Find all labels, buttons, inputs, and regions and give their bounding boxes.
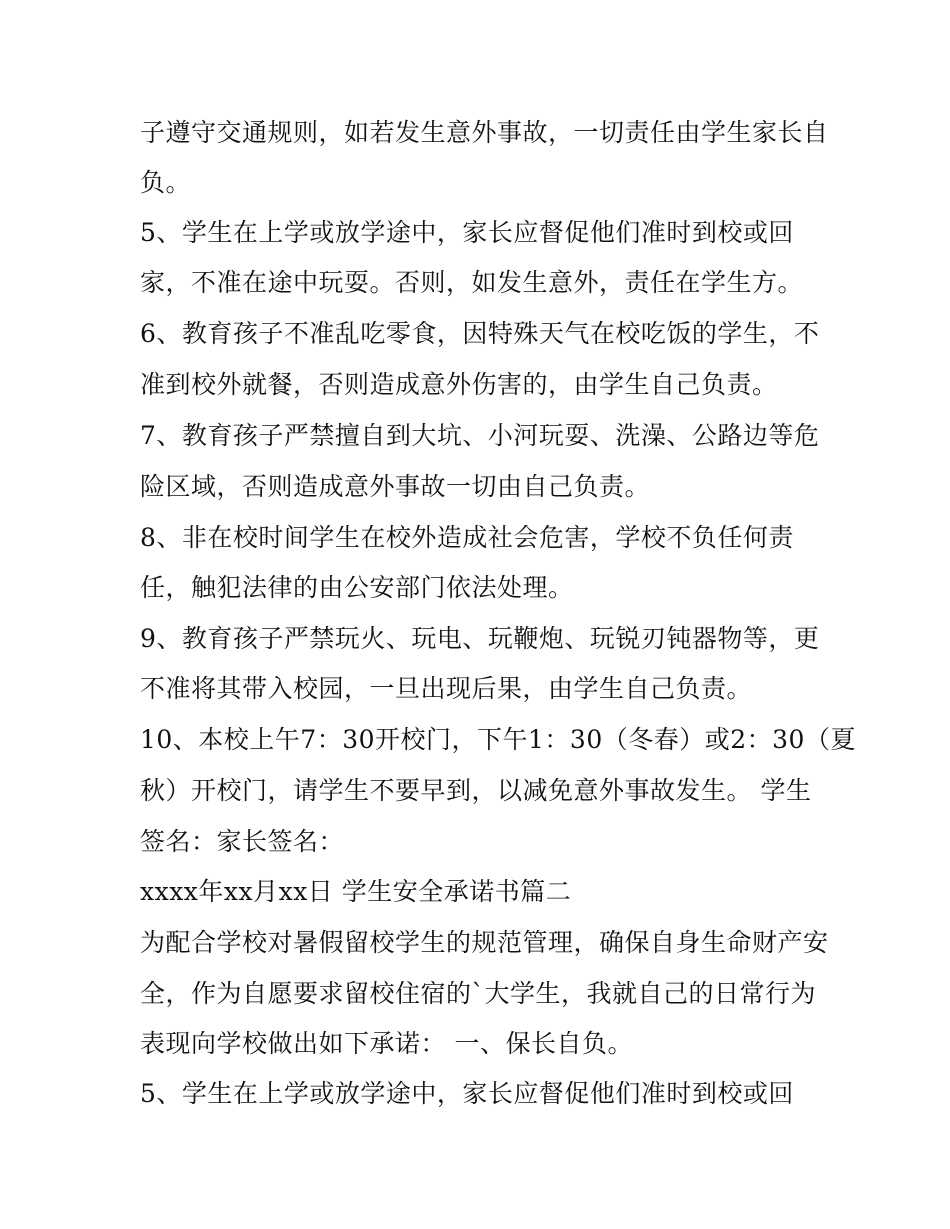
text-line: 全，作为自愿要求留校住宿的`大学生，我就自己的日常行为: [140, 979, 817, 1008]
text-line: 秋）开校门，请学生不要早到，以减免意外事故发生。 学生: [140, 776, 812, 805]
text-line: 6、教育孩子不准乱吃零食，因特殊天气在校吃饭的学生，不: [140, 319, 820, 348]
text-line: 表现向学校做出如下承诺： 一、保长自负。: [140, 1029, 633, 1058]
section-heading: xxxx年xx月xx日 学生安全承诺书篇二: [140, 877, 572, 906]
text-line: 5、学生在上学或放学途中，家长应督促他们准时到校或回: [140, 218, 794, 247]
text-line: 8、非在校时间学生在校外造成社会危害，学校不负任何责: [140, 523, 794, 552]
text-line: 不准将其带入校园，一旦出现后果，由学生自己负责。: [140, 674, 753, 703]
text-line: 7、教育孩子严禁擅自到大坑、小河玩耍、洗澡、公路边等危: [140, 421, 820, 450]
text-line: 负。: [140, 168, 192, 197]
text-line: 家，不准在途中玩耍。否则，如发生意外，责任在学生方。: [140, 268, 804, 297]
text-line: 10、本校上午7：30开校门，下午1：30（冬春）或2：30（夏: [140, 725, 856, 754]
text-line: 签名：家长签名：: [140, 827, 345, 856]
text-line: 险区域，否则造成意外事故一切由自己负责。: [140, 472, 651, 501]
text-line: 准到校外就餐，否则造成意外伤害的，由学生自己负责。: [140, 370, 778, 399]
text-line: 9、教育孩子严禁玩火、玩电、玩鞭炮、玩锐刃钝器物等，更: [140, 624, 820, 653]
text-line: 5、学生在上学或放学途中，家长应督促他们准时到校或回: [140, 1079, 794, 1108]
text-line: 任，触犯法律的由公安部门依法处理。: [140, 573, 574, 602]
text-line: 为配合学校对暑假留校学生的规范管理，确保自身生命财产安: [140, 928, 829, 957]
text-line: 子遵守交通规则，如若发生意外事故，一切责任由学生家长自: [140, 118, 829, 147]
